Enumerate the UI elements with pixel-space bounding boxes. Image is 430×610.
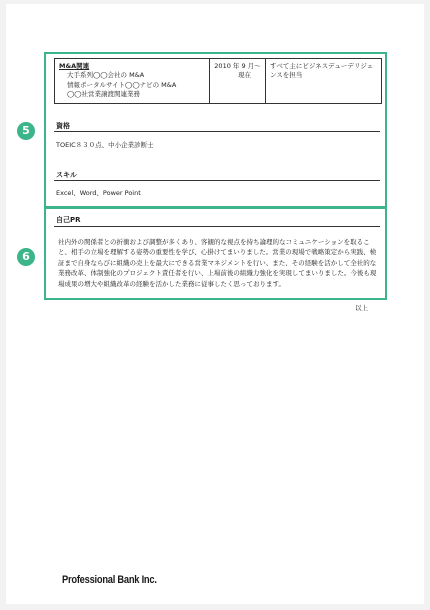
career-note-cell (266, 59, 382, 104)
step-badge-6: 6 (17, 248, 35, 266)
qualifications-text: TOEIC８３０点、中小企業診断士 (56, 141, 154, 149)
step-badge-5: 5 (17, 122, 35, 140)
career-table (54, 58, 382, 104)
resume-page (6, 4, 424, 604)
qualifications-divider (54, 131, 380, 132)
career-line: ◯◯社営業譲渡関連業務 (67, 90, 141, 99)
skills-divider (54, 180, 380, 181)
career-period-end: 現在 (238, 71, 251, 80)
career-title: M&A関連 (59, 62, 90, 70)
self-pr-text: 社内外の関係者との折衝および調整が多くあり、客観的な視点を持ち論理的なコミュニケーションを取ること、相手の立場を理解する姿勢の重要性を学び、心掛けてまいりました。営業の現場で戦略策定から実践、検証まで自身ならびに組織の売上を最大にできる営業マネジメントを行い、また、その経験を活かして全社的な業務改革、体制強化のプロジェクト責任者を行い、上場前後の組織力強化を実現してまいりました。今後も現場成果の増大や組織改革の経験を活かした業務に従事したく思っております。 (58, 238, 377, 288)
table-row (55, 59, 382, 104)
skills-heading: スキル (56, 171, 77, 179)
career-period-cell (210, 59, 266, 104)
career-line: 情報ポータルサイト◯◯ナビの M&A (67, 80, 177, 89)
career-note: すべて主にビジネスデューデリジェンスを担当 (270, 62, 374, 80)
company-logo: Professional Bank Inc. (62, 574, 157, 586)
self-pr-heading: 自己PR (56, 216, 81, 224)
closing-mark: 以上 (355, 304, 368, 312)
career-line: 大手系列◯◯会社の M&A (67, 71, 145, 80)
skills-text: Excel、Word、Power Point (56, 189, 141, 197)
career-description-cell (55, 59, 210, 104)
qualifications-heading: 資格 (56, 122, 70, 130)
self-pr-divider (54, 226, 380, 227)
career-period-start: 2010 年 9 月〜 (214, 62, 261, 70)
